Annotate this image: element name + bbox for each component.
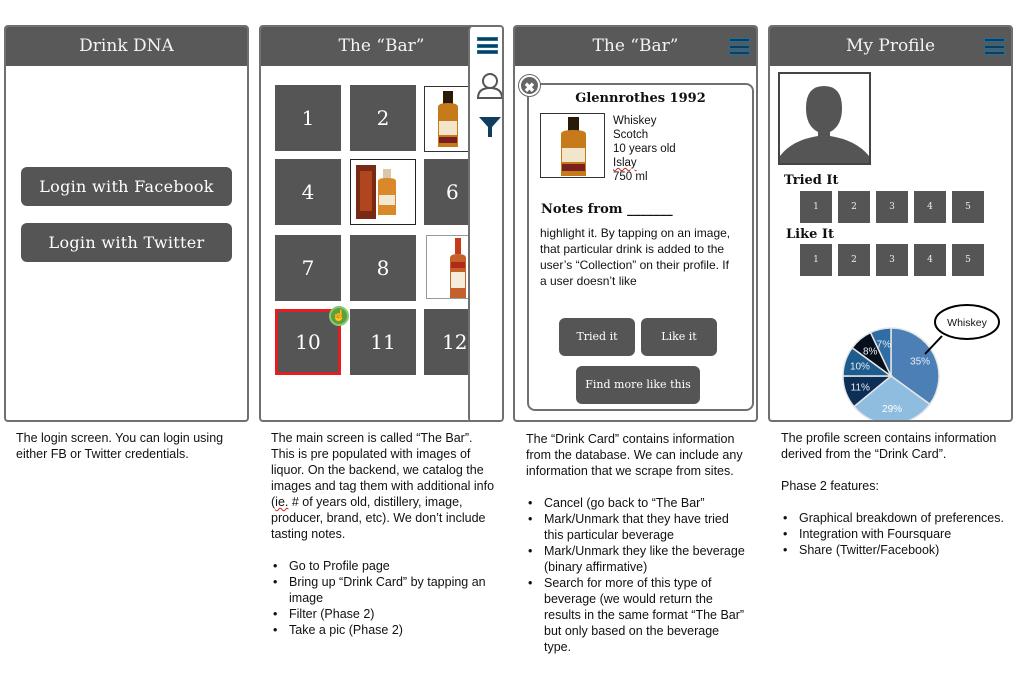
user-silhouette-icon [780,74,869,163]
tried-item-2[interactable]: 2 [838,191,870,223]
drink-card-description [526,431,748,655]
bar-description [271,430,496,638]
login-description [16,430,246,462]
profile-header-title: My Profile [770,27,1011,66]
list-item: • Cancel (go back to “The Bar” [526,495,748,511]
list-item: • Graphical breakdown of preferences. [781,510,1006,526]
drink-card-notes-text: highlight it. By tapping on an image, that particular drink is added to the user’s “Collection” on their profile. If a user doesn’t like [540,226,731,288]
drink-card-info-distillery: Islay [613,157,637,169]
find-more-like-this-button[interactable]: Find more like this [576,366,700,404]
list-item: • Integration with Foursquare [781,526,1006,542]
like-item-2[interactable]: 2 [838,244,870,276]
profile-person-icon[interactable] [475,71,504,101]
tried-it-button[interactable]: Tried it [559,318,635,356]
bar-tile-7[interactable]: 7 [275,235,341,301]
pie-slice-label: 10% [849,361,870,373]
drink-card-title: Glennrothes 1992 [575,91,706,106]
bar-slide-out-sidebar [468,27,504,422]
bar-intro-ie: ie. [275,495,289,509]
list-item: • Filter (Phase 2) [271,606,496,622]
bar-tile-4[interactable]: 4 [275,159,341,225]
bottle-image-icon [541,114,605,178]
login-header-title: Drink DNA [6,27,247,66]
avatar [778,72,871,165]
bar-tile-2[interactable]: 2 [350,85,416,151]
drink-card-info-region: Scotch [613,129,649,141]
tried-item-1[interactable]: 1 [800,191,832,223]
like-item-5[interactable]: 5 [952,244,984,276]
thumbs-up-icon: ☝ [329,306,349,326]
filter-icon[interactable] [477,115,503,139]
drink-card-info-volume: 750 ml [613,171,648,183]
login-facebook-button[interactable]: Login with Facebook [21,167,232,206]
pie-slice-label: 11% [850,382,870,394]
profile-description [781,430,1006,558]
menu-icon[interactable] [984,38,1005,55]
pie-slice-label: 29% [882,404,903,416]
bar-header-title: The “Bar” [261,27,502,66]
bar-description-text [271,430,496,542]
bar-intro-part-1: The main screen is called “The Bar”. This is pre populated with images of liquor. On the backend, we catalog the images and tag them with additional info ( [271,431,495,509]
drink-card-notes-title: Notes from _______ [541,202,673,217]
drink-card-screen [513,25,758,422]
like-it-button[interactable]: Like it [641,318,717,356]
list-item: • Share (Twitter/Facebook) [781,542,1006,558]
login-screen [4,25,249,422]
profile-feature-list [781,510,1006,558]
list-item: • Take a pic (Phase 2) [271,622,496,638]
list-item: • Search for more of this type of beverage (we would return the results in the same format “The Bar” but only based on the beverage type. [526,575,748,655]
menu-icon[interactable] [729,38,750,55]
drink-card-header-title: The “Bar” [515,27,756,66]
bar-tile-1[interactable]: 1 [275,85,341,151]
like-it-section-title: Like It [786,227,834,242]
like-item-1[interactable]: 1 [800,244,832,276]
callout-label: Whiskey [947,317,987,329]
close-icon[interactable]: ✖ [519,75,540,96]
bar-intro-part-2: # of years old, distillery, image, producer, brand, etc). We don’t include tasting notes. [271,495,486,541]
drink-card [527,83,754,411]
drink-card-description-text: The “Drink Card” contains information from the database. We can include any information that we scrape from sites. [526,432,743,478]
drink-card-info-age: 10 years old [613,143,676,155]
bar-tile-12[interactable]: 12 [424,309,469,375]
bar-tile-box-image[interactable] [350,159,416,225]
bar-feature-list [271,558,496,638]
list-item: • Mark/Unmark that they have tried this particular beverage [526,511,748,543]
login-description-text: The login screen. You can login using either FB or Twitter credentials. [16,431,224,461]
like-item-4[interactable]: 4 [914,244,946,276]
profile-screen [768,25,1013,422]
list-item: • Mark/Unmark they like the beverage (binary affirmative) [526,543,748,575]
pie-slice-label: 7% [876,339,892,351]
drink-card-bottle-image [540,113,605,178]
bar-tile-6[interactable]: 6 [424,159,469,225]
profile-description-text: The profile screen contains information derived from the “Drink Card”. [781,431,997,461]
tried-item-4[interactable]: 4 [914,191,946,223]
bar-screen [259,25,504,422]
bar-tile-10-selected[interactable]: 10 [275,309,341,375]
list-item: • Go to Profile page [271,558,496,574]
list-item: • Bring up “Drink Card” by tapping an image [271,574,496,606]
bar-tile-11[interactable]: 11 [350,309,416,375]
pie-slice-label: 35% [910,356,931,368]
preferences-pie-chart [770,292,1013,422]
tried-item-5[interactable]: 5 [952,191,984,223]
login-twitter-button[interactable]: Login with Twitter [21,223,232,262]
drink-card-info-type: Whiskey [613,115,657,127]
drink-card-feature-list [526,495,748,655]
profile-phase-title: Phase 2 features: [781,479,879,493]
bar-tile-8[interactable]: 8 [350,235,416,301]
tried-it-section-title: Tried It [784,173,839,188]
gift-box-image-icon [354,163,412,221]
bottle-image-icon [425,87,474,152]
tried-item-3[interactable]: 3 [876,191,908,223]
like-item-3[interactable]: 3 [876,244,908,276]
drink-card-info [613,114,676,184]
bar-tile-bottle-image[interactable] [424,86,474,152]
menu-icon[interactable] [477,37,498,54]
pie-slice-label: 8% [862,346,878,358]
